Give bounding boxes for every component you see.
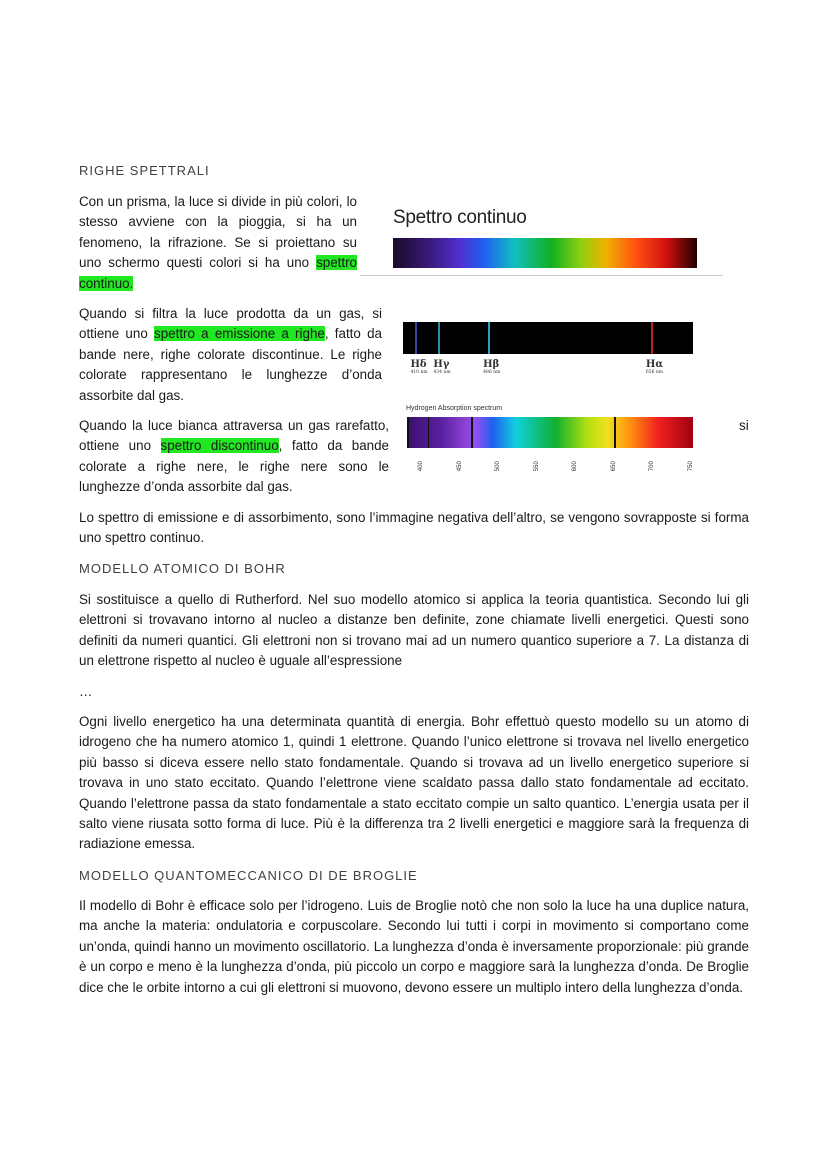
- line-wavelength: 434 nm: [433, 370, 451, 375]
- highlight: spettro a emissione a righe: [154, 326, 325, 342]
- emission-spectrum-bar: [403, 322, 693, 354]
- absorption-spectrum-figure: [406, 404, 706, 474]
- line-wavelength: 410 nm: [410, 370, 428, 375]
- tick-label: 450: [456, 461, 463, 472]
- emission-line: [488, 322, 490, 354]
- continuous-spectrum-figure: [393, 208, 723, 278]
- paragraph-emissione: Quando si filtra la luce prodotta da un gas, si ottiene uno spettro a emissione a righe, fatto da bande nere, righe colorate discontinue. Le righe colorate rappresentano le lunghezze d’onda assorbite dal gas.: [79, 306, 382, 403]
- line-wavelength: 656 nm: [645, 370, 664, 375]
- paragraph-discontinuo: Quando la luce bianca attraversa un gas rarefatto, ottiene uno spettro discontinuo, fatto da bande colorate a righe nere, le righe nere sono le lunghezze d’onda assorbite dal gas.: [79, 418, 389, 495]
- emission-line-label: [646, 359, 663, 376]
- line-wavelength: 486 nm: [483, 370, 501, 375]
- tick-label: 500: [494, 461, 501, 472]
- heading-righe-spettrali: RIGHE SPETTRALI: [79, 163, 210, 178]
- highlight: spettro discontinuo: [160, 438, 279, 454]
- emission-line: [651, 322, 653, 354]
- divider: [360, 275, 723, 276]
- emission-line-label: [483, 359, 500, 376]
- text-si: si: [739, 418, 749, 433]
- heading-de-broglie: MODELLO QUANTOMECCANICO DI DE BROGLIE: [79, 868, 418, 883]
- continuous-spectrum-bar: [393, 238, 697, 268]
- tick-label: 550: [533, 461, 540, 472]
- highlight: spettro continuo.: [79, 255, 357, 291]
- line-symbol: Hβ: [483, 359, 500, 370]
- tick-label: 750: [687, 461, 694, 472]
- paragraph-bohr-1: Si sostituisce a quello di Rutherford. Nel suo modello atomico si applica la teoria quantistica. Secondo lui gli elettroni si trovavano intorno al nucleo a distanze ben definite, zone chiamate livelli energetici. Questi sono definiti da numeri quantici. Gli elettroni non si trovano mai ad un numero quantico superiore a 7. La distanza di un elettrone rispetto al nucleo è uguale all’espressione: [79, 592, 749, 669]
- emission-spectrum-figure: [403, 322, 695, 382]
- tick-label: 650: [610, 461, 617, 472]
- paragraph-prisma: Con un prisma, la luce si divide in più colori, lo stesso avviene con la pioggia, si ha un fenomeno, la rifrazione. Se si proiettano su uno schermo questi colori si ha uno spettro continuo.: [79, 194, 357, 291]
- absorption-spectrum-bar: [407, 417, 693, 448]
- paragraph-sovrapposte: Lo spettro di emissione e di assorbimento, sono l’immagine negativa dell’altro, se vengono sovrapposte si forma uno spettro continuo.: [79, 510, 749, 546]
- line-symbol: Hγ: [433, 359, 450, 370]
- absorption-line: [428, 417, 430, 448]
- tick-label: 700: [649, 461, 656, 472]
- absorption-line: [407, 417, 409, 448]
- figure-title: Hydrogen Absorption spectrum: [406, 405, 503, 412]
- emission-line-label: [433, 359, 450, 376]
- ellipsis: …: [79, 684, 93, 699]
- line-symbol: Hα: [645, 359, 664, 370]
- figure-title: Spettro continuo: [393, 207, 527, 228]
- emission-line: [415, 322, 417, 354]
- absorption-line: [614, 417, 616, 448]
- emission-line-label: [410, 359, 427, 376]
- tick-label: 400: [417, 461, 424, 472]
- heading-bohr: MODELLO ATOMICO DI BOHR: [79, 561, 286, 576]
- absorption-line: [471, 417, 473, 448]
- paragraph-de-broglie: Il modello di Bohr è efficace solo per l’idrogeno. Luis de Broglie notò che non solo la luce ha una duplice natura, ma anche la materia: ondulatoria e corpuscolare. Secondo lui tutti i corpi in movimento si comportano come un’onda, quindi hanno un movimento oscillatorio. La lunghezza d’onda è inversamente proporzionale: più grande è un corpo e meno è la lunghezza d’onda, più piccolo un corpo e maggiore sarà la lunghezza d’onda. De Broglie dice che le orbite intorno a cui gli elettroni si muovono, devono essere un multiplo intero della lunghezza d’onda.: [79, 898, 749, 995]
- paragraph-bohr-2: Ogni livello energetico ha una determinata quantità di energia. Bohr effettuò questo modello su un atomo di idrogeno che ha numero atomico 1, quindi 1 elettrone. Quando l’unico elettrone si trovava nel livello energetico più basso si diceva essere nello stato fondamentale. Quando si trovava ad un livello energetico superiore si trovava in uno stato eccitato. Quando l’elettrone viene scaldato passa dallo stato fondamentale ad eccitato. Quando l’elettrone passa da stato fondamentale a stato eccitato compie un salto quantico. L’energia usata per il salto viene riusata sotto forma di luce. Più è la differenza tra 2 livelli energetici e maggiore sarà la frequenza di radiazione emessa.: [79, 714, 749, 852]
- line-symbol: Hδ: [410, 359, 427, 370]
- emission-line: [438, 322, 440, 354]
- tick-label: 600: [572, 461, 579, 472]
